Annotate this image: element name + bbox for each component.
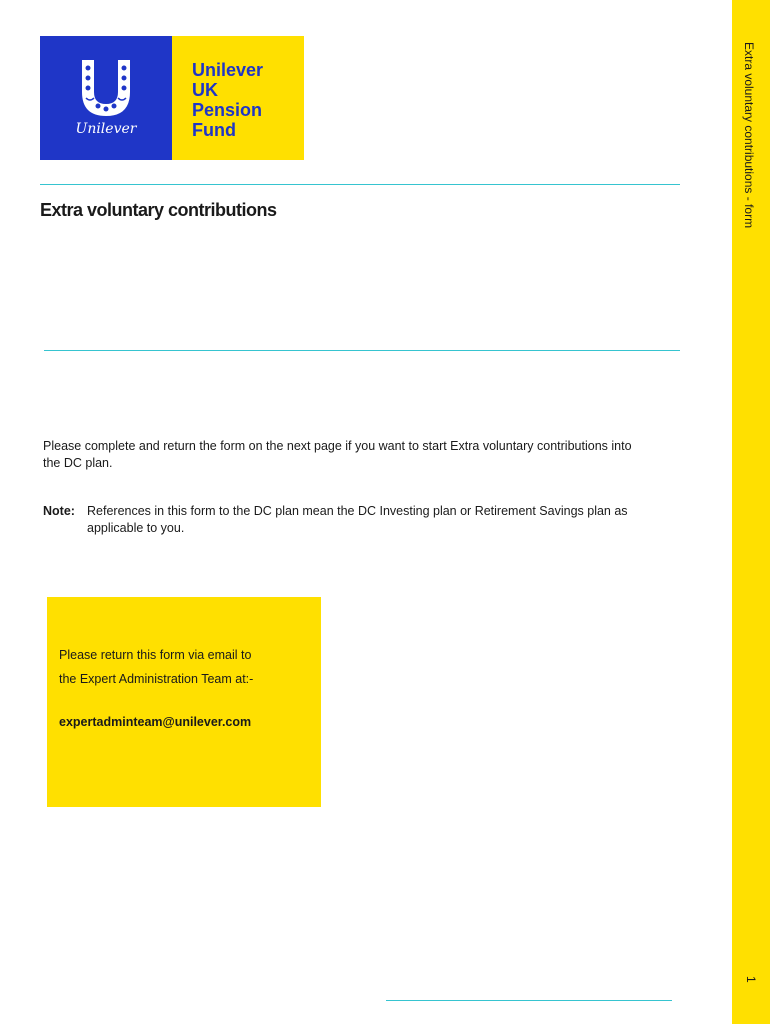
page-title: Extra voluntary contributions [40, 200, 277, 220]
side-banner-title: Extra voluntary contributions - form [742, 42, 756, 229]
fund-name-line: Fund [192, 120, 236, 140]
unilever-wordmark: Unilever [75, 121, 137, 137]
return-instruction-line: Please return this form via email to [59, 648, 252, 662]
fund-name-line: UK [192, 80, 218, 100]
return-instructions-box [47, 597, 321, 807]
fund-name-line: Unilever [192, 60, 264, 80]
return-email[interactable]: expertadminteam@unilever.com [59, 715, 252, 729]
side-banner [732, 0, 770, 1024]
note-label: Note: [43, 504, 75, 518]
note-paragraph [43, 503, 643, 537]
unilever-u-icon [76, 56, 136, 118]
fund-name-line: Pension [192, 100, 263, 120]
divider [44, 350, 680, 351]
page-number: 1 [744, 976, 758, 983]
logo-blue-panel [40, 36, 172, 160]
unilever-pension-fund-logo [40, 36, 304, 160]
return-instruction-line: the Expert Administration Team at:- [59, 672, 254, 686]
divider [40, 184, 680, 185]
note-text: References in this form to the DC plan mean the DC Investing plan or Retirement Savings plan as applicable to you. [87, 504, 628, 535]
fund-name [192, 60, 263, 140]
intro-paragraph: Please complete and return the form on the next page if you want to start Extra voluntary contributions into the DC plan. [43, 439, 632, 470]
footer-divider [386, 1000, 672, 1001]
